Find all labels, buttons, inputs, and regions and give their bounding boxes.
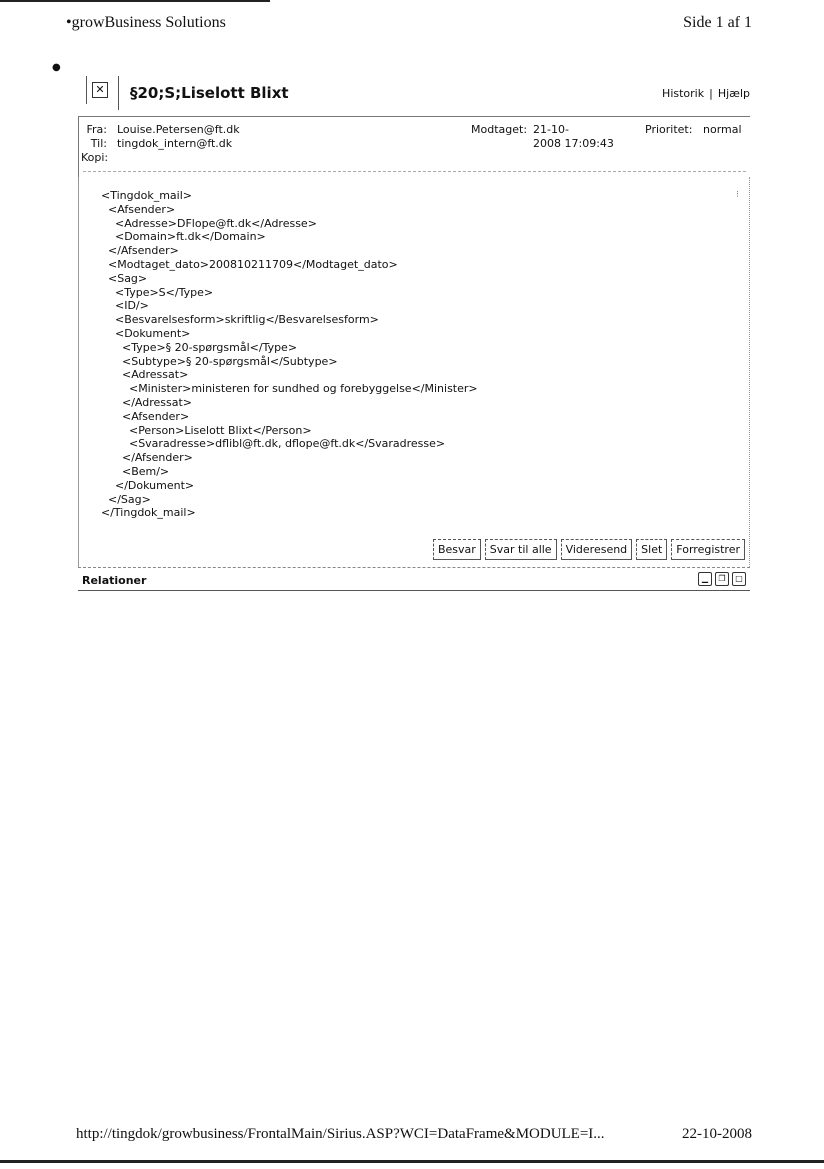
relations-title: Relationer (82, 574, 147, 587)
mail-body-line: <Type>§ 20-spørgsmål</Type> (101, 340, 298, 354)
mail-body-line: <Besvarelsesform>skriftlig</Besvarelsesform> (101, 313, 379, 327)
mail-header (78, 116, 750, 177)
mail-body-line: </Sag> (101, 492, 151, 506)
link-separator: | (709, 87, 713, 100)
minimize-icon[interactable]: ▁ (698, 572, 712, 586)
header-divider (83, 171, 746, 172)
title-bar-divider (118, 76, 119, 110)
mail-body-line: <Person>Liselott Blixt</Person> (101, 423, 312, 437)
bottom-rule (0, 1160, 824, 1163)
relations-window-controls (698, 572, 746, 586)
restore-icon[interactable]: ❐ (715, 572, 729, 586)
mail-body-line: <Svaradresse>dflibl@ft.dk, dflope@ft.dk</Svaradresse> (101, 437, 446, 451)
print-footer-url: http://tingdok/growbusiness/FrontalMain/Sirius.ASP?WCI=DataFrame&MODULE=I... (76, 1126, 605, 1142)
to-value[interactable]: tingdok_intern@ft.dk (117, 137, 233, 150)
forward-button[interactable]: Videresend (561, 539, 633, 560)
cc-label: Kopi: (81, 151, 109, 164)
mail-body-line: <Tingdok_mail> (101, 189, 192, 202)
mail-body-line: <Sag> (101, 271, 148, 285)
action-bar (433, 539, 745, 560)
bullet-mark: ● (52, 62, 61, 73)
print-header-left: •growBusiness Solutions (66, 14, 226, 31)
mail-body (78, 177, 750, 567)
mail-body-line: <Adressat> (101, 368, 189, 382)
mail-body-line: <Minister>ministeren for sundhed og forebyggelse</Minister> (101, 382, 478, 396)
from-value[interactable]: Louise.Petersen@ft.dk (117, 123, 240, 136)
delete-button[interactable]: Slet (636, 539, 667, 560)
print-footer-date: 22-10-2008 (682, 1126, 752, 1142)
mail-window (78, 72, 750, 591)
mail-body-line: <Modtaget_dato>200810211709</Modtaget_dato> (101, 257, 398, 271)
maximize-icon[interactable]: □ (732, 572, 746, 586)
mail-body-line: </Adressat> (101, 395, 192, 409)
mail-body-line: </Tingdok_mail> (101, 506, 196, 520)
priority-label: Prioritet: (645, 123, 693, 136)
mail-body-line: <Afsender> (101, 409, 190, 423)
relations-bar (78, 567, 750, 591)
reply-all-button[interactable]: Svar til alle (485, 539, 557, 560)
history-link[interactable]: Historik (662, 87, 705, 100)
help-link[interactable]: Hjælp (717, 87, 750, 100)
print-header-brand: growBusiness Solutions (71, 14, 226, 31)
received-time: 2008 17:09:43 (533, 137, 614, 150)
mail-body-line: </Dokument> (101, 478, 195, 492)
mail-body-line: </Afsender> (101, 244, 179, 258)
mail-body-line: </Afsender> (101, 451, 193, 465)
title-bar-tick (86, 76, 91, 104)
preregister-button[interactable]: Forregistrer (671, 539, 745, 560)
mail-body-line: <Afsender> (101, 202, 176, 216)
mail-title: §20;S;Liselott Blixt (130, 84, 289, 102)
mail-body-text (101, 189, 478, 520)
mail-body-line: <ID/> (101, 299, 149, 313)
mail-body-line: <Adresse>DFlope@ft.dk</Adresse> (101, 216, 317, 230)
from-label: Fra: (86, 123, 107, 136)
title-bar (78, 72, 750, 116)
received-label: Modtaget: (471, 123, 528, 136)
to-label: Til: (90, 137, 107, 150)
print-header-page-number: Side 1 af 1 (683, 14, 752, 31)
top-rule (0, 0, 270, 2)
close-icon[interactable]: ✕ (92, 82, 108, 98)
received-date: 21-10- (533, 123, 569, 136)
mail-body-line: <Subtype>§ 20-spørgsmål</Subtype> (101, 354, 338, 368)
mail-body-line: <Domain>ft.dk</Domain> (101, 230, 266, 244)
mail-body-line: <Type>S</Type> (101, 285, 214, 299)
reply-button[interactable]: Besvar (433, 539, 481, 560)
mail-body-line: <Bem/> (101, 464, 170, 478)
priority-value: normal (703, 123, 742, 136)
scroll-indicator-icon[interactable]: ⁝ (736, 190, 739, 200)
mail-body-line: <Dokument> (101, 326, 191, 340)
top-links (662, 87, 750, 100)
